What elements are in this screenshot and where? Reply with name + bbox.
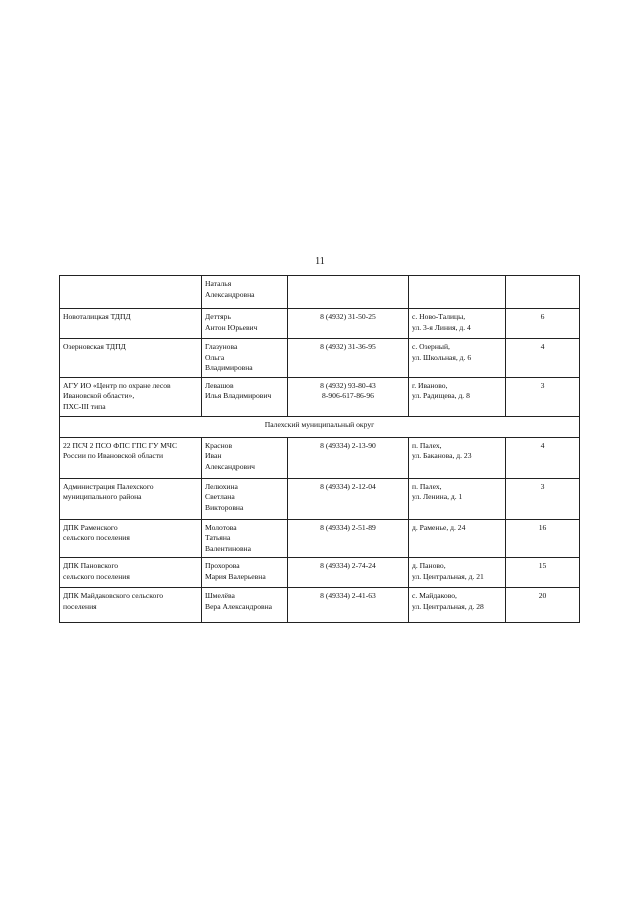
address-line: п. Палех, bbox=[412, 481, 442, 491]
address-cell bbox=[409, 519, 506, 558]
count-cell: 3 bbox=[506, 478, 580, 519]
count-cell: 15 bbox=[506, 558, 580, 588]
organization-line: Ивановской области», bbox=[63, 391, 135, 400]
organization-line: ДПК Раменского bbox=[63, 522, 118, 532]
phone-line: 8 (4932) 31-36-95 bbox=[320, 342, 376, 351]
person-cell bbox=[202, 437, 288, 478]
address-line: ул. Центральная, д. 28 bbox=[412, 601, 484, 611]
person-line: Мария Валерьевна bbox=[205, 571, 266, 581]
address-line: ул. Баканова, д. 23 bbox=[412, 451, 472, 460]
section-title: Палехский муниципальный округ bbox=[60, 416, 580, 437]
count-cell: 6 bbox=[506, 309, 580, 339]
organization-line: ДПК Майдаковского сельского bbox=[63, 591, 164, 600]
organization-line: сельского поселения bbox=[63, 571, 130, 581]
phone-line: 8 (49334) 2-13-90 bbox=[320, 440, 376, 450]
count-cell: 4 bbox=[506, 339, 580, 378]
person-line: Илья Владимирович bbox=[205, 391, 272, 400]
table-row bbox=[60, 309, 580, 339]
organization-line: ПХС-III типа bbox=[63, 401, 106, 411]
person-line: Светлана bbox=[205, 492, 235, 501]
phone-cell bbox=[288, 558, 409, 588]
phone-line: 8 (49334) 2-41-63 bbox=[320, 591, 376, 600]
address-cell bbox=[409, 437, 506, 478]
phone-cell bbox=[288, 588, 409, 623]
phone-cell bbox=[288, 437, 409, 478]
address-line: с. Ново-Талицы, bbox=[412, 312, 466, 321]
phone-cell bbox=[288, 339, 409, 378]
organization-cell bbox=[60, 377, 202, 416]
phone-cell bbox=[288, 309, 409, 339]
table-row bbox=[60, 588, 580, 623]
organization-cell bbox=[60, 437, 202, 478]
person-cell bbox=[202, 339, 288, 378]
organization-line: России по Ивановской области bbox=[63, 451, 164, 460]
person-line: Прохорова bbox=[205, 561, 240, 570]
phone-line: 8 (49334) 2-12-04 bbox=[320, 481, 376, 491]
person-line: Вера Александровна bbox=[205, 601, 273, 611]
phone-cell bbox=[288, 377, 409, 416]
phone-line: 8 (49334) 2-74-24 bbox=[320, 561, 376, 570]
organization-cell bbox=[60, 276, 202, 309]
person-line: Глазунова bbox=[205, 342, 238, 351]
address-cell bbox=[409, 588, 506, 623]
count-cell: 20 bbox=[506, 588, 580, 623]
person-line: Викторовна bbox=[205, 502, 244, 512]
table-row bbox=[60, 276, 580, 309]
phone-line: 8 (49334) 2-51-89 bbox=[320, 522, 376, 532]
page-number: 11 bbox=[315, 256, 325, 267]
address-cell bbox=[409, 377, 506, 416]
address-line: д. Раменье, д. 24 bbox=[412, 522, 466, 532]
table-row bbox=[60, 519, 580, 558]
person-line: Александрович bbox=[205, 461, 255, 471]
person-line: Молотова bbox=[205, 522, 237, 532]
person-cell bbox=[202, 276, 288, 309]
person-line: Левашов bbox=[205, 380, 234, 390]
address-line: п. Палех, bbox=[412, 440, 442, 450]
section-row bbox=[60, 416, 580, 437]
person-line: Антон Юрьевич bbox=[205, 322, 258, 332]
phone-line: 8-906-617-86-96 bbox=[322, 391, 374, 400]
organization-line: ДПК Пановского bbox=[63, 561, 119, 570]
organization-line: Администрация Палехского bbox=[63, 481, 154, 491]
person-cell bbox=[202, 377, 288, 416]
address-line: ул. Центральная, д. 21 bbox=[412, 571, 484, 581]
person-cell bbox=[202, 519, 288, 558]
address-cell bbox=[409, 339, 506, 378]
organization-line: поселения bbox=[63, 601, 97, 611]
address-cell bbox=[409, 276, 506, 309]
phone-line: 8 (4932) 93-80-43 bbox=[320, 380, 376, 390]
person-cell bbox=[202, 478, 288, 519]
organization-cell bbox=[60, 478, 202, 519]
table-row bbox=[60, 339, 580, 378]
table-row bbox=[60, 478, 580, 519]
count-cell: 4 bbox=[506, 437, 580, 478]
person-cell bbox=[202, 588, 288, 623]
organization-cell bbox=[60, 519, 202, 558]
person-line: Наталья bbox=[205, 279, 232, 288]
organization-cell bbox=[60, 309, 202, 339]
person-line: Ольга bbox=[205, 352, 225, 362]
person-line: Владимировна bbox=[205, 363, 253, 372]
phone-line: 8 (4932) 31-50-25 bbox=[320, 312, 376, 321]
table-row bbox=[60, 437, 580, 478]
fire-units-table bbox=[59, 275, 580, 623]
organization-line: сельского поселения bbox=[63, 533, 130, 542]
count-cell bbox=[506, 276, 580, 309]
address-cell bbox=[409, 309, 506, 339]
person-line: Шмелёва bbox=[205, 591, 235, 600]
phone-cell bbox=[288, 276, 409, 309]
address-line: д. Паново, bbox=[412, 561, 446, 570]
address-line: ул. 3-я Линия, д. 4 bbox=[412, 322, 471, 332]
organization-cell bbox=[60, 339, 202, 378]
table-body bbox=[60, 276, 580, 623]
person-cell bbox=[202, 309, 288, 339]
table-row bbox=[60, 377, 580, 416]
person-line: Валентиновна bbox=[205, 543, 251, 553]
person-line: Татьяна bbox=[205, 533, 231, 542]
address-line: г. Иваново, bbox=[412, 380, 448, 390]
organization-line: АГУ ИО «Центр по охране лесов bbox=[63, 380, 171, 390]
person-cell bbox=[202, 558, 288, 588]
address-line: ул. Школьная, д. 6 bbox=[412, 352, 472, 362]
organization-line: муниципального района bbox=[63, 492, 142, 501]
person-line: Деттярь bbox=[205, 312, 231, 321]
table-row bbox=[60, 558, 580, 588]
person-line: Лелюхина bbox=[205, 481, 238, 491]
count-cell: 3 bbox=[506, 377, 580, 416]
address-cell bbox=[409, 558, 506, 588]
phone-cell bbox=[288, 478, 409, 519]
address-line: ул. Ленина, д. 1 bbox=[412, 492, 463, 501]
person-line: Краснов bbox=[205, 440, 233, 450]
person-line: Иван bbox=[205, 451, 222, 460]
count-cell: 16 bbox=[506, 519, 580, 558]
person-line: Александровна bbox=[205, 289, 255, 299]
organization-cell bbox=[60, 588, 202, 623]
address-cell bbox=[409, 478, 506, 519]
organization-cell bbox=[60, 558, 202, 588]
address-line: ул. Радищева, д. 8 bbox=[412, 391, 470, 400]
address-line: с. Майдаково, bbox=[412, 591, 457, 600]
organization-line: Озерновская ТДПД bbox=[63, 342, 126, 351]
address-line: с. Озерный, bbox=[412, 342, 450, 351]
organization-line: 22 ПСЧ 2 ПСО ФПС ГПС ГУ МЧС bbox=[63, 440, 178, 450]
organization-line: Новоталицкая ТДПД bbox=[63, 312, 131, 321]
phone-cell bbox=[288, 519, 409, 558]
